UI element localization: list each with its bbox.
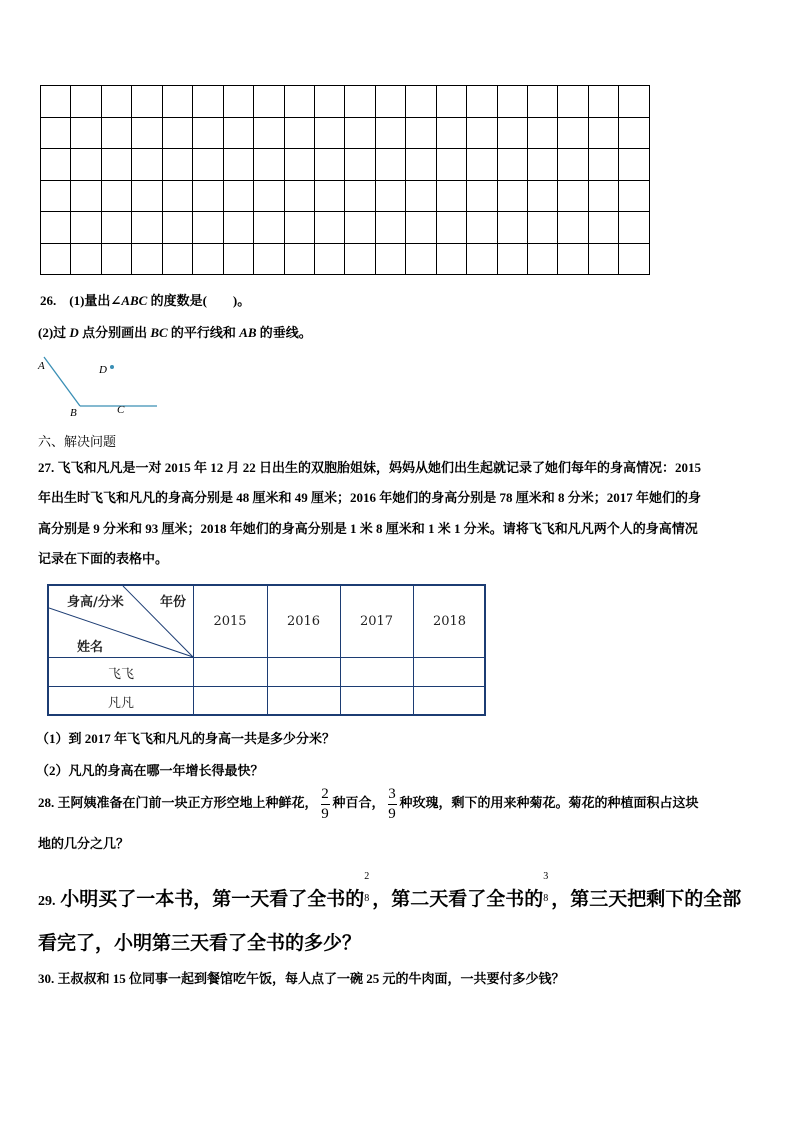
grid-cell — [558, 243, 588, 275]
grid-cell — [223, 149, 253, 181]
grid-cell — [467, 149, 497, 181]
grid-row — [41, 180, 650, 212]
row-name: 飞飞 — [107, 667, 134, 682]
row-name: 凡凡 — [107, 696, 134, 711]
grid-cell — [41, 86, 71, 118]
angle-figure — [30, 350, 170, 425]
grid-cell — [254, 243, 284, 275]
grid-cell — [132, 86, 162, 118]
grid-cell — [558, 117, 588, 149]
grid-row — [41, 117, 650, 149]
grid-cell — [406, 117, 436, 149]
grid-cell — [497, 243, 527, 275]
year-header: 2016 — [286, 614, 321, 629]
grid-cell — [132, 117, 162, 149]
grid-cell — [223, 243, 253, 275]
q27-sub1: （1）到 2017 年飞飞和凡凡的身高一共是多少分米？ — [36, 731, 336, 746]
grid-cell — [41, 243, 71, 275]
q27-line: 年出生时飞飞和凡凡的身高分别是 48 厘米和 49 厘米；2016 年她们的身高分别是 78 厘米和 8 分米；2017 年她们的身 — [38, 490, 702, 505]
grid-cell — [284, 180, 314, 212]
grid-cell — [41, 117, 71, 149]
grid-cell — [71, 86, 101, 118]
grid-cell — [314, 243, 344, 275]
grid-cell — [162, 117, 192, 149]
label-d: D — [99, 364, 107, 376]
grid-cell — [375, 180, 405, 212]
grid-cell — [41, 149, 71, 181]
grid-cell — [41, 212, 71, 244]
grid-cell — [314, 212, 344, 244]
grid-cell — [558, 212, 588, 244]
grid-cell — [436, 86, 466, 118]
grid-cell — [71, 243, 101, 275]
grid-cell — [345, 243, 375, 275]
grid-cell — [254, 212, 284, 244]
grid-cell — [619, 117, 650, 149]
text: ，第三天把剩下的全部 — [551, 889, 742, 910]
grid-cell — [558, 86, 588, 118]
grid-cell — [71, 149, 101, 181]
grid-cell — [314, 180, 344, 212]
grid-cell — [223, 212, 253, 244]
text: 种玫瑰，剩下的用来种菊花。菊花的种植面积占这块 — [399, 795, 699, 810]
grid-cell — [162, 243, 192, 275]
grid-cell — [345, 180, 375, 212]
grid-cell — [375, 117, 405, 149]
grid-cell — [436, 180, 466, 212]
grid-cell — [558, 149, 588, 181]
header-height-unit: 身高/分米 — [67, 595, 124, 610]
text: 小明买了一本书，第一天看了全书的 — [55, 889, 365, 910]
grid-cell — [528, 117, 558, 149]
point-d — [110, 365, 114, 369]
grid-cell — [254, 117, 284, 149]
grid-cell — [497, 180, 527, 212]
text: 点分别画出 — [78, 325, 151, 340]
grid-cell — [193, 149, 223, 181]
text: ，第二天看了全书的 — [372, 889, 544, 910]
q26-part1 — [40, 290, 250, 309]
q27-sub2: （2）凡凡的身高在哪一年增长得最快？ — [36, 763, 264, 778]
grid-cell — [284, 86, 314, 118]
grid-cell — [193, 212, 223, 244]
q27-line: 记录在下面的表格中。 — [38, 551, 169, 566]
grid-cell — [345, 117, 375, 149]
grid-cell — [619, 86, 650, 118]
grid-cell — [101, 86, 131, 118]
grid-cell — [497, 86, 527, 118]
grid-cell — [132, 243, 162, 275]
grid-cell — [436, 212, 466, 244]
grid-cell — [528, 180, 558, 212]
grid-cell — [284, 212, 314, 244]
fraction: 2 8 — [364, 871, 370, 904]
grid-cell — [162, 180, 192, 212]
header-name: 姓名 — [77, 640, 104, 655]
grid-cell — [314, 117, 344, 149]
grid-cell — [467, 86, 497, 118]
grid-cell — [436, 243, 466, 275]
grid-cell — [193, 180, 223, 212]
grid-cell — [406, 212, 436, 244]
section-heading: 六、解决问题 — [38, 434, 117, 449]
text: BC — [150, 325, 168, 340]
grid-cell — [528, 86, 558, 118]
grid-cell — [254, 86, 284, 118]
grid-cell — [314, 149, 344, 181]
fraction: $\frac{2}{9}$ — [321, 785, 329, 822]
grid-cell — [223, 180, 253, 212]
grid-cell — [284, 243, 314, 275]
grid-cell — [101, 212, 131, 244]
grid-cell — [406, 180, 436, 212]
grid-cell — [588, 149, 618, 181]
q28-line2: 地的几分之几？ — [38, 836, 130, 851]
text: D — [69, 325, 79, 340]
grid-cell — [162, 212, 192, 244]
grid-cell — [619, 243, 650, 275]
label-b: B — [70, 407, 77, 419]
text: (2)过 — [38, 325, 70, 340]
grid-cell — [101, 149, 131, 181]
grid-cell — [284, 117, 314, 149]
year-header: 2017 — [359, 614, 394, 629]
grid-cell — [375, 212, 405, 244]
grid-cell — [375, 149, 405, 181]
text: AB — [239, 325, 257, 340]
grid-cell — [436, 117, 466, 149]
grid-cell — [467, 180, 497, 212]
text: (1)量出∠ — [69, 293, 122, 308]
answer-grid — [40, 85, 650, 275]
text: 的度数是( )。 — [147, 293, 251, 308]
year-header: 2018 — [432, 614, 467, 629]
grid-row — [41, 149, 650, 181]
grid-cell — [284, 149, 314, 181]
grid-cell — [436, 149, 466, 181]
fraction: $\frac{3}{9}$ — [388, 785, 396, 822]
grid-cell — [497, 117, 527, 149]
q26-part2 — [38, 322, 312, 341]
grid-cell — [162, 86, 192, 118]
grid-cell — [588, 180, 618, 212]
line-ab — [44, 357, 80, 406]
grid-cell — [528, 243, 558, 275]
question-number: 26. — [40, 293, 57, 308]
grid-cell — [406, 149, 436, 181]
grid-cell — [223, 117, 253, 149]
header-year: 年份 — [160, 595, 187, 610]
grid-cell — [314, 86, 344, 118]
grid-cell — [619, 180, 650, 212]
grid-cell — [132, 180, 162, 212]
question-number: 29. — [38, 894, 56, 909]
grid-cell — [162, 149, 192, 181]
q28-line1 — [38, 786, 699, 822]
grid-cell — [406, 86, 436, 118]
grid-cell — [71, 212, 101, 244]
q30: 30. 王叔叔和 15 位同事一起到餐馆吃午饭，每人点了一碗 25 元的牛肉面，一共要付多少钱？ — [38, 971, 565, 986]
text: 种百合， — [332, 795, 385, 810]
grid-cell — [101, 180, 131, 212]
grid-cell — [223, 86, 253, 118]
grid-cell — [345, 212, 375, 244]
height-table — [47, 584, 486, 716]
grid-cell — [101, 243, 131, 275]
grid-row — [41, 86, 650, 118]
grid-cell — [254, 180, 284, 212]
grid-cell — [558, 180, 588, 212]
grid-row — [41, 243, 650, 275]
grid-cell — [71, 180, 101, 212]
fraction: 3 8 — [543, 871, 549, 904]
grid-cell — [467, 212, 497, 244]
grid-cell — [193, 117, 223, 149]
grid-cell — [619, 149, 650, 181]
grid-cell — [528, 149, 558, 181]
year-header: 2015 — [213, 614, 247, 629]
grid-cell — [71, 117, 101, 149]
q29-line1 — [38, 871, 742, 911]
grid-cell — [467, 243, 497, 275]
grid-cell — [345, 86, 375, 118]
q27-line: 高分别是 9 分米和 93 厘米；2018 年她们的身高分别是 1 米 8 厘米和 1 米 1 分米。请将飞飞和凡凡两个人的身高情况 — [38, 521, 698, 536]
label-a: A — [38, 360, 45, 372]
grid-cell — [528, 212, 558, 244]
grid-cell — [467, 117, 497, 149]
grid-cell — [101, 117, 131, 149]
grid-cell — [41, 180, 71, 212]
grid-cell — [497, 149, 527, 181]
grid-cell — [193, 86, 223, 118]
grid-cell — [375, 86, 405, 118]
grid-cell — [375, 243, 405, 275]
text: 的垂线。 — [256, 325, 312, 340]
grid-cell — [406, 243, 436, 275]
q29-line2: 看完了，小明第三天看了全书的多少？ — [38, 933, 362, 954]
label-c: C — [117, 404, 125, 416]
grid-cell — [345, 149, 375, 181]
grid-cell — [193, 243, 223, 275]
grid-cell — [588, 212, 618, 244]
grid-cell — [588, 117, 618, 149]
grid-cell — [619, 212, 650, 244]
q27-line: 27. 飞飞和凡凡是一对 2015 年 12 月 22 日出生的双胞胎姐妹，妈妈从她们出生起就记录了她们每年的身高情况：2015 — [38, 460, 702, 475]
grid-cell — [497, 212, 527, 244]
grid-cell — [254, 149, 284, 181]
grid-cell — [132, 212, 162, 244]
text: 的平行线和 — [167, 325, 240, 340]
grid-cell — [132, 149, 162, 181]
grid-cell — [588, 86, 618, 118]
text: 28. 王阿姨准备在门前一块正方形空地上种鲜花， — [38, 795, 318, 810]
angle-label: ABC — [121, 293, 148, 308]
grid-cell — [588, 243, 618, 275]
grid-row — [41, 212, 650, 244]
